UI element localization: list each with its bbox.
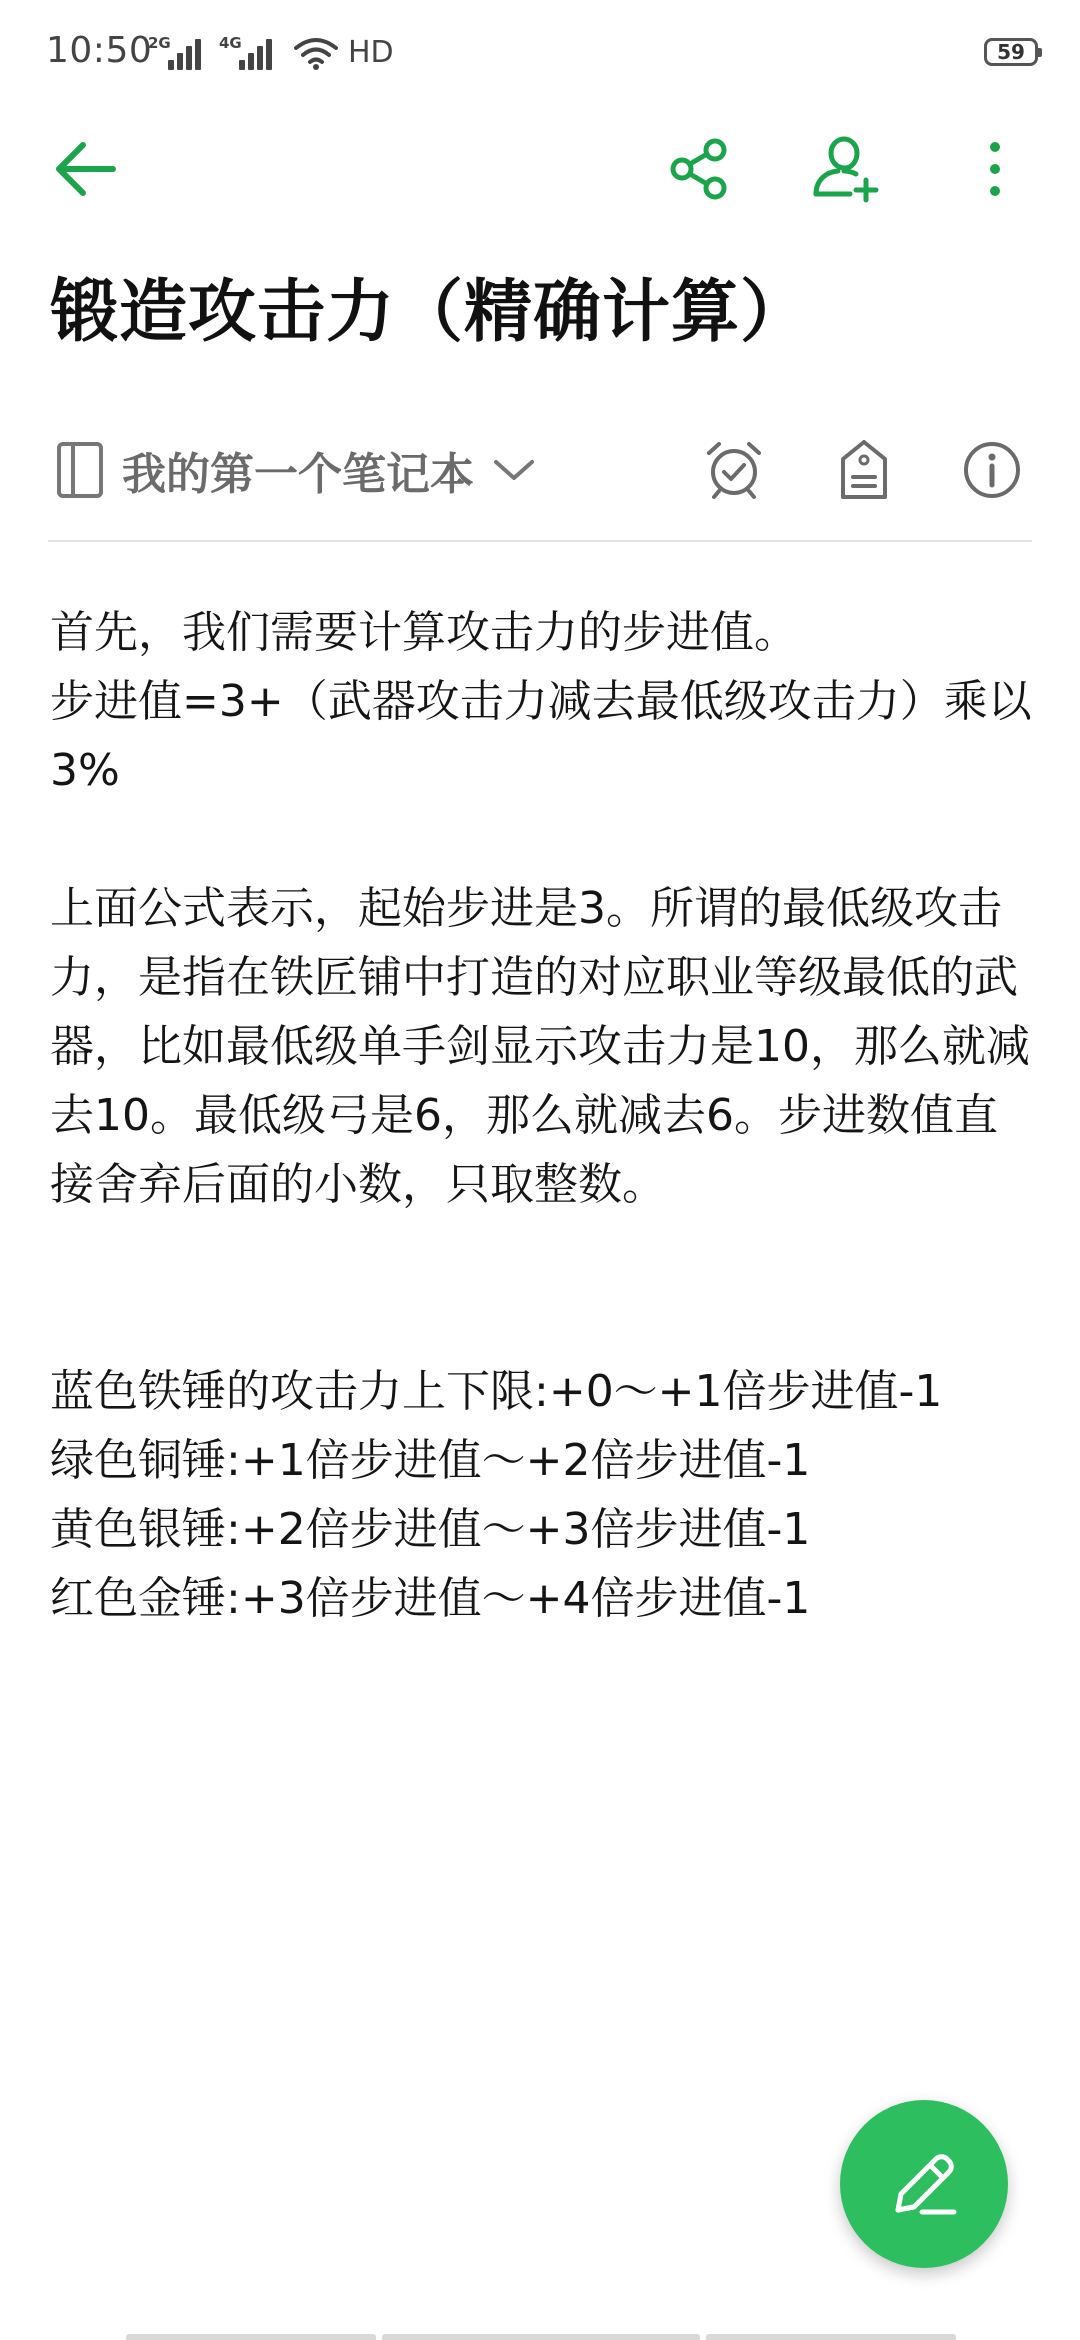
signal-icon bbox=[148, 36, 201, 70]
status-icons bbox=[148, 34, 394, 70]
wifi-icon bbox=[294, 36, 338, 70]
note-paragraph: 绿色铜锤:+1倍步进值～+2倍步进值-1 bbox=[50, 1435, 811, 1486]
tag-icon bbox=[839, 439, 889, 501]
note-paragraph: 上面公式表示，起始步进是3。所谓的最低级攻击力，是指在铁匠铺中打造的对应职业等级最低的武器，比如最低级单手剑显示攻击力是10，那么就减去10。最低级弓是6，那么就减去6。步进数值直接舍弃后面的小数，只取整数。 bbox=[50, 883, 1030, 1210]
blank-line bbox=[50, 1219, 1040, 1357]
add-user-icon bbox=[810, 134, 880, 204]
note-paragraph: 蓝色铁锤的攻击力上下限:+0～+1倍步进值-1 bbox=[50, 1366, 943, 1417]
note-paragraph: 首先，我们需要计算攻击力的步进值。 bbox=[50, 607, 798, 658]
note-paragraph: 红色金锤:+3倍步进值～+4倍步进值-1 bbox=[50, 1573, 811, 1624]
pencil-icon bbox=[886, 2146, 962, 2222]
note-paragraph: 黄色银锤:+2倍步进值～+3倍步进值-1 bbox=[50, 1504, 811, 1555]
signal-icon bbox=[219, 36, 272, 70]
blank-line bbox=[50, 805, 1040, 874]
battery-icon bbox=[984, 38, 1038, 66]
notebook-icon bbox=[56, 441, 104, 499]
share-button[interactable] bbox=[654, 124, 744, 214]
network-type-label: 2G bbox=[148, 34, 171, 52]
reminder-button[interactable] bbox=[692, 428, 776, 512]
status-time: 10:50 bbox=[46, 30, 153, 71]
info-icon bbox=[962, 440, 1022, 500]
network-type-label: 4G bbox=[219, 34, 242, 52]
chevron-down-icon bbox=[492, 456, 536, 484]
add-collaborator-button[interactable] bbox=[800, 124, 890, 214]
nav-gesture-center[interactable] bbox=[382, 2334, 700, 2340]
tag-button[interactable] bbox=[822, 428, 906, 512]
status-bar bbox=[0, 0, 1080, 110]
nav-gesture-left[interactable] bbox=[126, 2334, 376, 2340]
header-divider bbox=[48, 540, 1032, 542]
alarm-clock-icon bbox=[703, 439, 765, 501]
note-body[interactable] bbox=[50, 598, 1040, 1633]
more-options-button[interactable] bbox=[950, 124, 1040, 214]
share-icon bbox=[667, 137, 731, 201]
hd-label: HD bbox=[348, 35, 394, 70]
battery-level: 59 bbox=[997, 40, 1025, 64]
notebook-selector[interactable] bbox=[56, 430, 536, 510]
more-vertical-icon bbox=[985, 139, 1005, 199]
note-info-button[interactable] bbox=[950, 428, 1034, 512]
nav-gesture-right[interactable] bbox=[706, 2334, 956, 2340]
edit-note-button[interactable] bbox=[840, 2100, 1008, 2268]
notebook-name: 我的第一个笔记本 bbox=[122, 449, 474, 500]
arrow-left-icon bbox=[53, 139, 117, 199]
back-button[interactable] bbox=[40, 124, 130, 214]
note-paragraph: 步进值=3+（武器攻击力减去最低级攻击力）乘以3% bbox=[50, 676, 1032, 796]
note-title[interactable]: 锻造攻击力（精确计算） bbox=[50, 273, 810, 352]
navigation-bar bbox=[0, 2328, 1080, 2340]
